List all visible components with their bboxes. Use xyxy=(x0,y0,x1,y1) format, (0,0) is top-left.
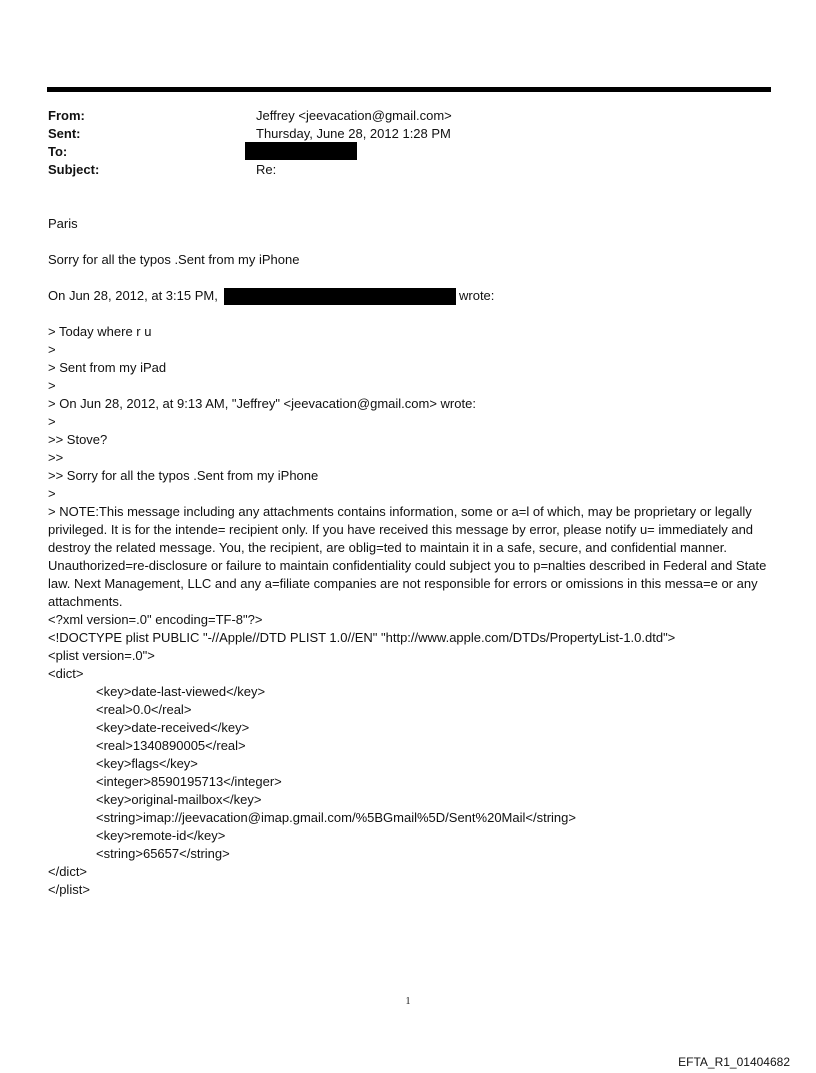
xml-indented-line: <key>original-mailbox</key> xyxy=(96,792,262,807)
xml-closing-line: </plist> xyxy=(48,882,90,897)
xml-indented-line: <string>imap://jeevacation@imap.gmail.com/%5BGmail%5D/Sent%20Mail</string> xyxy=(96,810,576,825)
xml-indented-line: <real>1340890005</real> xyxy=(96,738,246,753)
greeting: Paris xyxy=(48,216,78,231)
quoted-line: >> Sorry for all the typos .Sent from my iPhone xyxy=(48,468,319,483)
quoted-line: > Sent from my iPad xyxy=(48,360,167,375)
xml-line: <?xml version=.0" encoding=TF-8"?> xyxy=(48,612,263,627)
quoted-line: > xyxy=(48,378,56,393)
xml-line: <plist version=.0"> xyxy=(48,648,155,663)
xml-indented-line: <integer>8590195713</integer> xyxy=(96,774,282,789)
from-label: From: xyxy=(48,108,85,123)
header-rule xyxy=(47,87,771,92)
wrote-prefix: On Jun 28, 2012, at 3:15 PM, xyxy=(48,288,218,303)
quoted-line: >> Stove? xyxy=(48,432,108,447)
document-id: EFTA_R1_01404682 xyxy=(678,1055,790,1069)
quoted-line: > xyxy=(48,414,56,429)
sender-redaction xyxy=(224,288,456,305)
from-value: Jeffrey <jeevacation@gmail.com> xyxy=(256,108,452,123)
subject-value: Re: xyxy=(256,162,277,177)
sent-label: Sent: xyxy=(48,126,81,141)
subject-label: Subject: xyxy=(48,162,100,177)
quoted-line: >> xyxy=(48,450,64,465)
xml-indented-line: <key>date-received</key> xyxy=(96,720,250,735)
confidentiality-notice: > NOTE:This message including any attachments contains information, some or a=l of which, may be proprietary or legally privileged. It is for the intende= recipient only. If you have received this message by error, please notify u= immediately and destroy the related message. You, the recipient, are oblig=ted to maintain it in a safe, secure, and confidential manner. Unauthorized=re-disclosure or failure to maintain confidentiality could subject you to p=nalties described in Federal and State law. Next Management, LLC and any a=filiate companies are not responsible for errors or omissions in this messa=e or any attachments. xyxy=(48,504,767,609)
sent-value: Thursday, June 28, 2012 1:28 PM xyxy=(256,126,451,141)
xml-indented-line: <key>date-last-viewed</key> xyxy=(96,684,266,699)
xml-indented-line: <key>remote-id</key> xyxy=(96,828,226,843)
wrote-suffix: wrote: xyxy=(459,288,495,303)
signature: Sorry for all the typos .Sent from my iPhone xyxy=(48,252,300,267)
to-label: To: xyxy=(48,144,68,159)
xml-indented-line: <real>0.0</real> xyxy=(96,702,192,717)
quoted-line: > Today where r u xyxy=(48,324,152,339)
to-redaction xyxy=(245,142,357,160)
xml-line: <!DOCTYPE plist PUBLIC "-//Apple//DTD PLIST 1.0//EN" "http://www.apple.com/DTDs/PropertyList-1.0.dtd"> xyxy=(48,630,676,645)
quoted-line: > xyxy=(48,486,56,501)
xml-indented-line: <string>65657</string> xyxy=(96,846,230,861)
xml-line: <dict> xyxy=(48,666,84,681)
quoted-line: > xyxy=(48,342,56,357)
xml-indented-line: <key>flags</key> xyxy=(96,756,198,771)
page-number: 1 xyxy=(405,996,411,1007)
quoted-line: > On Jun 28, 2012, at 9:13 AM, "Jeffrey" <jeevacation@gmail.com> wrote: xyxy=(48,396,476,411)
xml-closing-line: </dict> xyxy=(48,864,88,879)
